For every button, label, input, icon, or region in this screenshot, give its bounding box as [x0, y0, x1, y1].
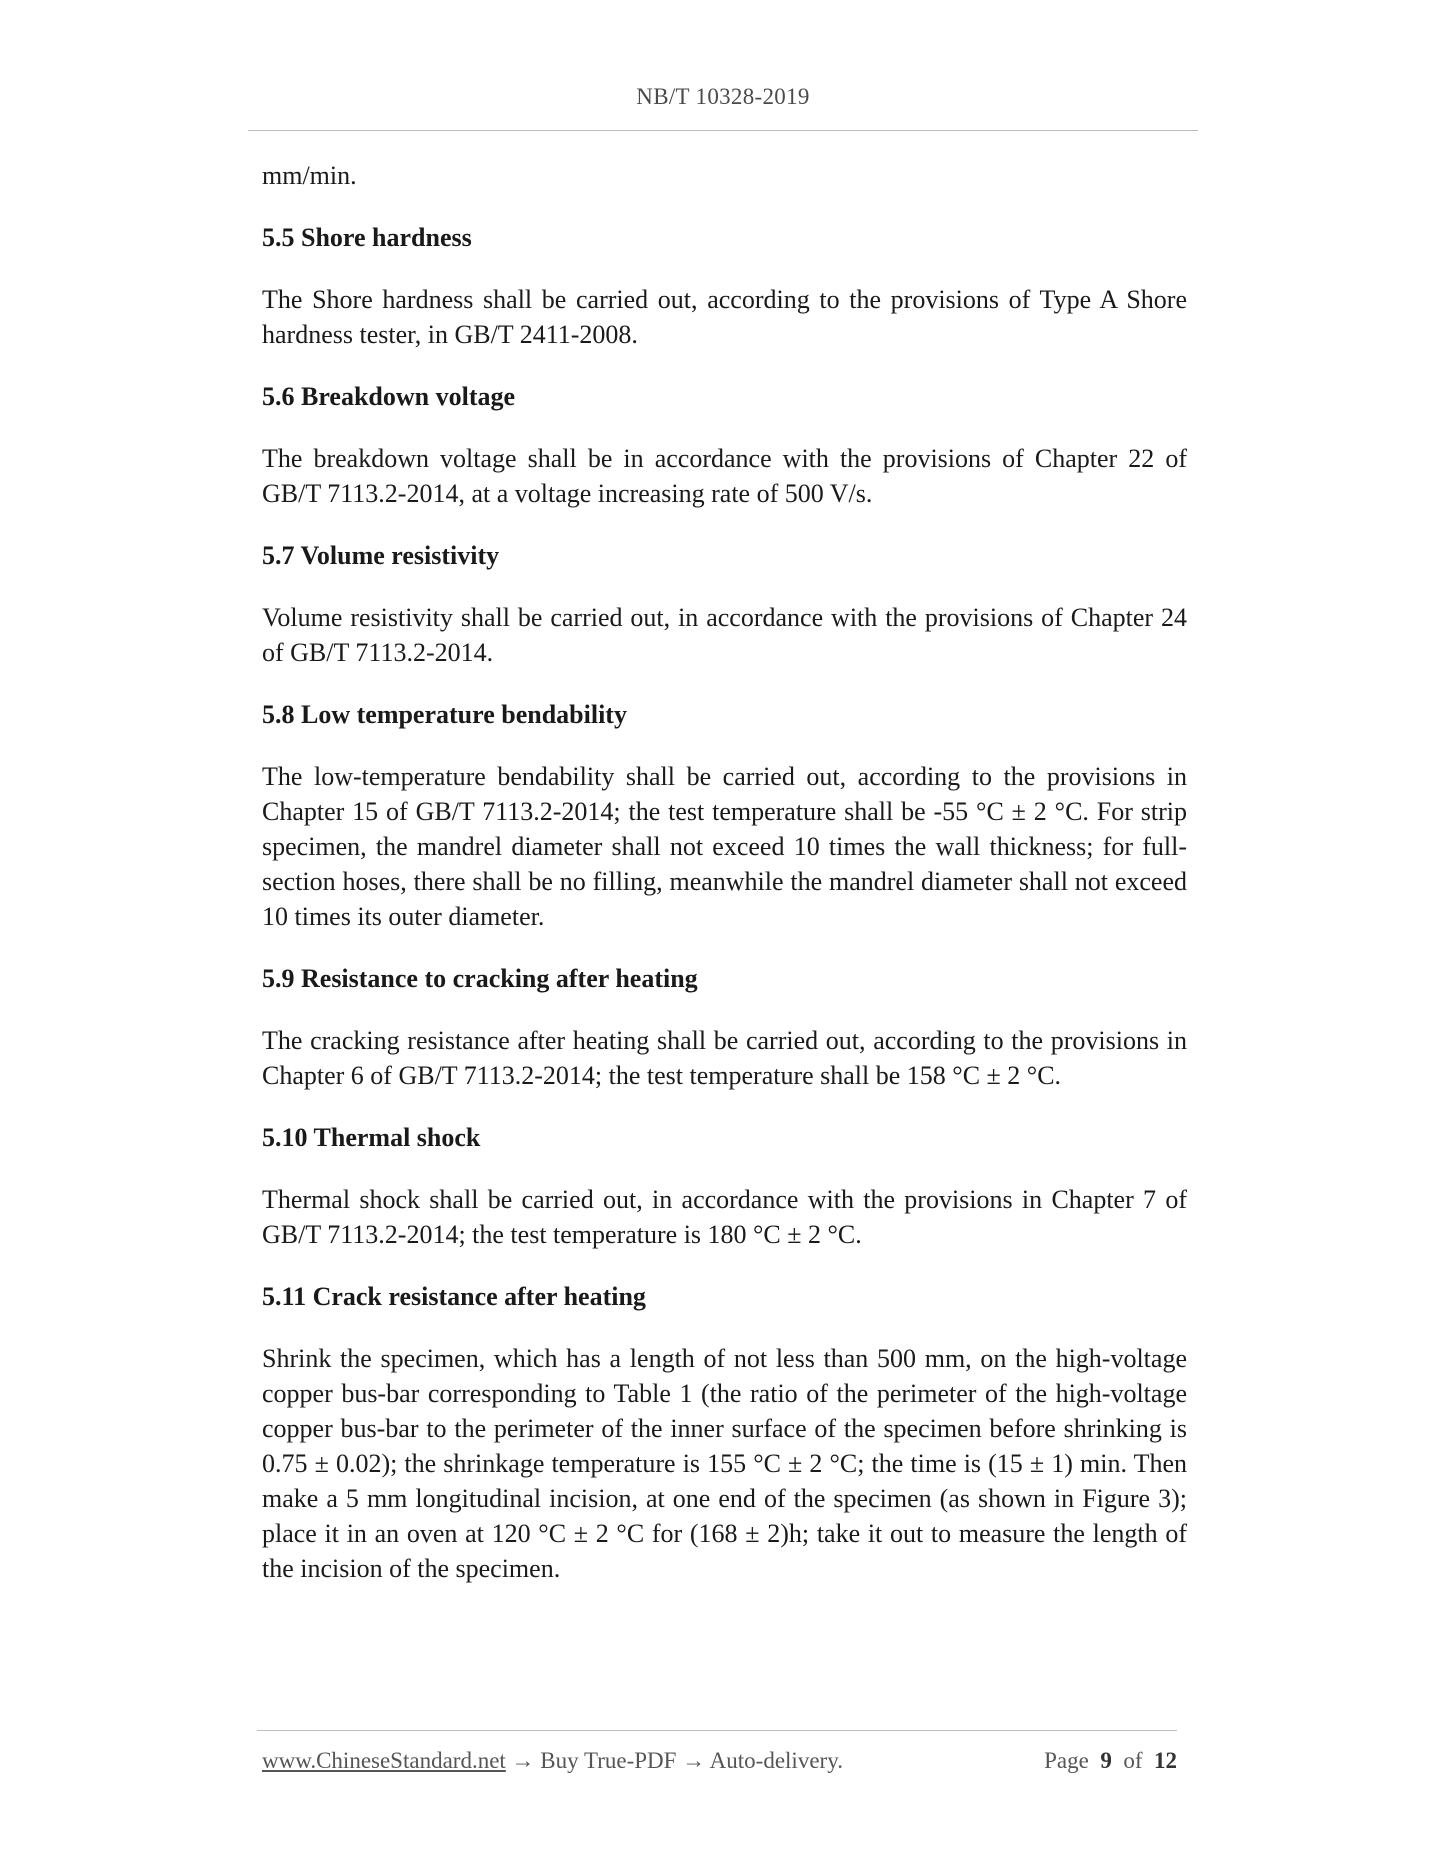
- section-text-5-11: Shrink the specimen, which has a length of not less than 500 mm, on the high-voltage copper bus-bar corresponding to Table 1 (the ratio of the perimeter of the high-voltage copper bus-bar to the perimeter of the inner surface of the specimen before shrinking is 0.75 ± 0.02); the shrinkage temperature is 155 °C ± 2 °C; the time is (15 ± 1) min. Then make a 5 mm longitudinal incision, at one end of the specimen (as shown in Figure 3); place it in an oven at 120 °C ± 2 °C for (168 ± 2)h; take it out to measure the length of the incision of the specimen.: [262, 1344, 1187, 1583]
- page-of: of: [1123, 1748, 1143, 1773]
- section-text-5-7: Volume resistivity shall be carried out, in accordance with the provisions of Chapter 24 of GB/T 7113.2-2014.: [262, 603, 1187, 667]
- document-body: [262, 158, 1187, 1613]
- section-heading-5-6: 5.6 Breakdown voltage: [262, 382, 516, 411]
- auto-delivery-text: Auto-delivery.: [709, 1748, 843, 1773]
- website-link[interactable]: www.ChineseStandard.net: [262, 1748, 506, 1773]
- page-current: 9: [1100, 1748, 1112, 1773]
- section-heading-5-11: 5.11 Crack resistance after heating: [262, 1282, 646, 1311]
- document-header: NB/T 10328-2019: [636, 84, 810, 109]
- section-text-5-5: The Shore hardness shall be carried out, according to the provisions of Type A Shore hardness tester, in GB/T 2411-2008.: [262, 285, 1187, 349]
- section-heading-5-8: 5.8 Low temperature bendability: [262, 700, 627, 729]
- section-heading-5-7: 5.7 Volume resistivity: [262, 541, 500, 570]
- arrow-right-icon: →: [511, 1748, 535, 1773]
- arrow-right-icon: →: [682, 1748, 706, 1773]
- footer-divider: [257, 1730, 1177, 1731]
- page-total: 12: [1154, 1748, 1177, 1773]
- page-number: [1044, 1748, 1177, 1774]
- section-heading-5-5: 5.5 Shore hardness: [262, 223, 472, 252]
- page-label: Page: [1044, 1748, 1089, 1773]
- section-heading-5-9: 5.9 Resistance to cracking after heating: [262, 964, 698, 993]
- header-divider: [248, 130, 1198, 131]
- lead-text: mm/min.: [262, 161, 357, 190]
- section-text-5-9: The cracking resistance after heating shall be carried out, according to the provisions in Chapter 6 of GB/T 7113.2-2014; the test temperature shall be 158 °C ± 2 °C.: [262, 1026, 1187, 1090]
- buy-true-pdf-text: Buy True-PDF: [540, 1748, 677, 1773]
- section-text-5-8: The low-temperature bendability shall be carried out, according to the provisions in Chapter 15 of GB/T 7113.2-2014; the test temperature shall be -55 °C ± 2 °C. For strip specimen, the mandrel diameter shall not exceed 10 times the wall thickness; for full-section hoses, there shall be no filling, meanwhile the mandrel diameter shall not exceed 10 times its outer diameter.: [262, 762, 1187, 931]
- page-footer: [262, 1748, 1177, 1774]
- footer-promo: [262, 1748, 843, 1774]
- section-heading-5-10: 5.10 Thermal shock: [262, 1123, 481, 1152]
- section-text-5-6: The breakdown voltage shall be in accordance with the provisions of Chapter 22 of GB/T 7113.2-2014, at a voltage increasing rate of 500 V/s.: [262, 444, 1187, 508]
- section-text-5-10: Thermal shock shall be carried out, in accordance with the provisions in Chapter 7 of GB/T 7113.2-2014; the test temperature is 180 °C ± 2 °C.: [262, 1185, 1187, 1249]
